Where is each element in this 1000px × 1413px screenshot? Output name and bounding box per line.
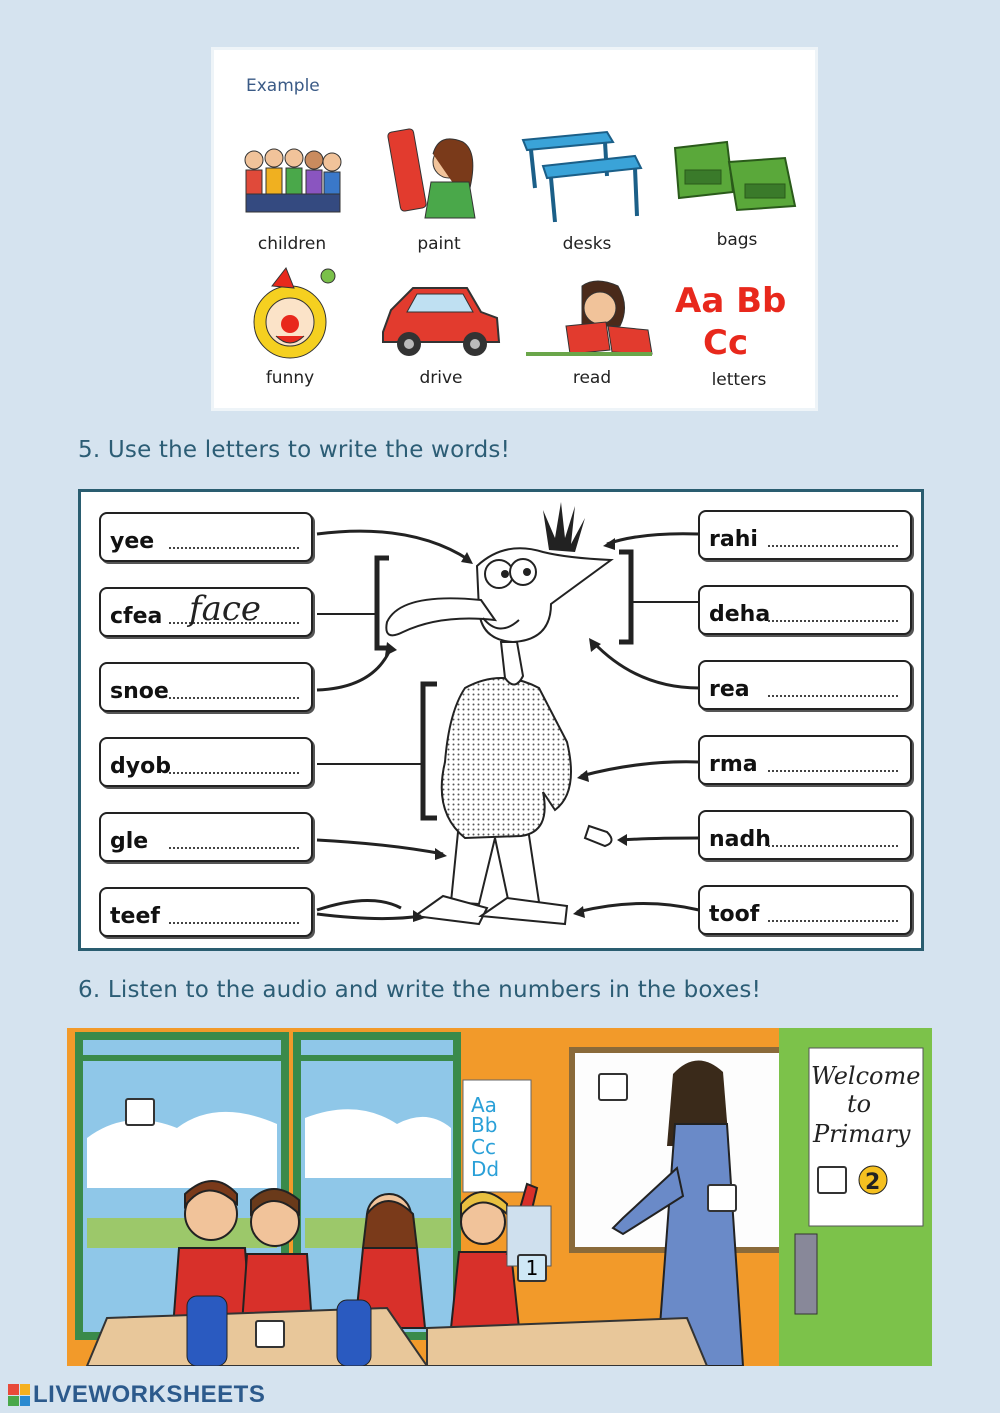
sign-line-3: Primary (813, 1120, 911, 1148)
sign-number: 2 (865, 1170, 881, 1195)
scrambled-word: dyob (110, 754, 171, 779)
word-box-left-4 (99, 737, 313, 787)
answer-line[interactable] (768, 770, 898, 772)
answer-line[interactable] (169, 847, 299, 849)
answer-line[interactable] (768, 845, 898, 847)
answer-line[interactable] (768, 695, 898, 697)
vocab-item-paint (369, 122, 509, 272)
answer-line[interactable] (169, 697, 299, 699)
sign-line-2: to (847, 1090, 872, 1118)
vocab-item-bags (667, 136, 807, 286)
vocab-word: drive (419, 368, 463, 388)
vocab-item-funny (220, 264, 360, 414)
scrambled-word: yee (110, 529, 155, 554)
paint-icon (369, 122, 509, 222)
word-box-right-1 (698, 510, 912, 560)
vocab-word: bags (716, 230, 758, 250)
scrambled-word: teef (110, 904, 160, 929)
word-box-left-1 (99, 512, 313, 562)
exercise-5-panel (78, 489, 924, 951)
vocab-item-drive (371, 276, 511, 426)
exercise-5-heading: 5. Use the letters to write the words! (78, 437, 510, 463)
answer-box-prefilled[interactable]: 1 (517, 1254, 547, 1282)
word-box-left-3 (99, 662, 313, 712)
logo-text: LIVEWORKSHEETS (33, 1381, 266, 1408)
answer-line[interactable] (768, 920, 898, 922)
answer-line[interactable] (169, 547, 299, 549)
word-box-left-2 (99, 587, 313, 637)
vocab-word: letters (711, 370, 767, 390)
scrambled-word: nadh (709, 827, 771, 852)
word-box-right-3 (698, 660, 912, 710)
answer-box-window[interactable] (125, 1098, 155, 1126)
example-label: Example (246, 76, 320, 96)
scrambled-word: cfea (110, 604, 163, 629)
classroom-scene (67, 1028, 932, 1366)
word-box-right-5 (698, 810, 912, 860)
word-box-left-5 (99, 812, 313, 862)
classroom-illustration (67, 1028, 932, 1366)
scrambled-word: toof (709, 902, 760, 927)
vocab-item-read (522, 276, 662, 426)
answer-box-boy[interactable] (255, 1320, 285, 1348)
bags-icon (667, 136, 807, 216)
poster-line-1: Aa (471, 1093, 497, 1117)
logo-blocks-icon (8, 1384, 30, 1406)
vocab-word: funny (265, 368, 315, 388)
desks-icon (517, 126, 657, 226)
answer-text[interactable]: face (189, 589, 262, 629)
example-panel (211, 47, 818, 411)
answer-line[interactable] (169, 922, 299, 924)
answer-box-whiteboard[interactable] (598, 1073, 628, 1101)
word-box-left-6 (99, 887, 313, 937)
car-icon (371, 276, 511, 366)
poster-line-3: Cc (471, 1135, 496, 1159)
vocab-item-desks (517, 126, 657, 276)
scrambled-word: snoe (110, 679, 169, 704)
answer-box-door-sign[interactable] (817, 1166, 847, 1194)
vocab-word: children (257, 234, 327, 254)
word-box-right-6 (698, 885, 912, 935)
poster-line-2: Bb (471, 1113, 498, 1137)
answer-line[interactable] (169, 772, 299, 774)
reading-girl-icon (522, 276, 662, 366)
children-icon (222, 140, 362, 230)
exercise-6-heading: 6. Listen to the audio and write the numbers in the boxes! (78, 977, 761, 1003)
scrambled-word: rahi (709, 527, 758, 552)
answer-line[interactable] (768, 620, 898, 622)
vocab-word: paint (417, 234, 461, 254)
clown-icon (220, 264, 360, 364)
poster-line-4: Dd (471, 1157, 500, 1181)
word-box-right-4 (698, 735, 912, 785)
letters-icon (669, 276, 809, 366)
vocab-item-letters (669, 276, 809, 426)
scrambled-word: rma (709, 752, 758, 777)
answer-line[interactable] (768, 545, 898, 547)
answer-box-teacher[interactable] (707, 1184, 737, 1212)
scrambled-word: gle (110, 829, 149, 854)
liveworksheets-logo[interactable] (8, 1380, 265, 1410)
vocab-word: desks (562, 234, 612, 254)
scrambled-word: deha (709, 602, 771, 627)
letters-art-line2: Cc (703, 323, 749, 363)
scrambled-word: rea (709, 677, 750, 702)
letters-art-line1: Aa Bb (675, 281, 787, 321)
vocab-word: read (572, 368, 612, 388)
word-box-right-2 (698, 585, 912, 635)
sign-line-1: Welcome (811, 1062, 921, 1090)
